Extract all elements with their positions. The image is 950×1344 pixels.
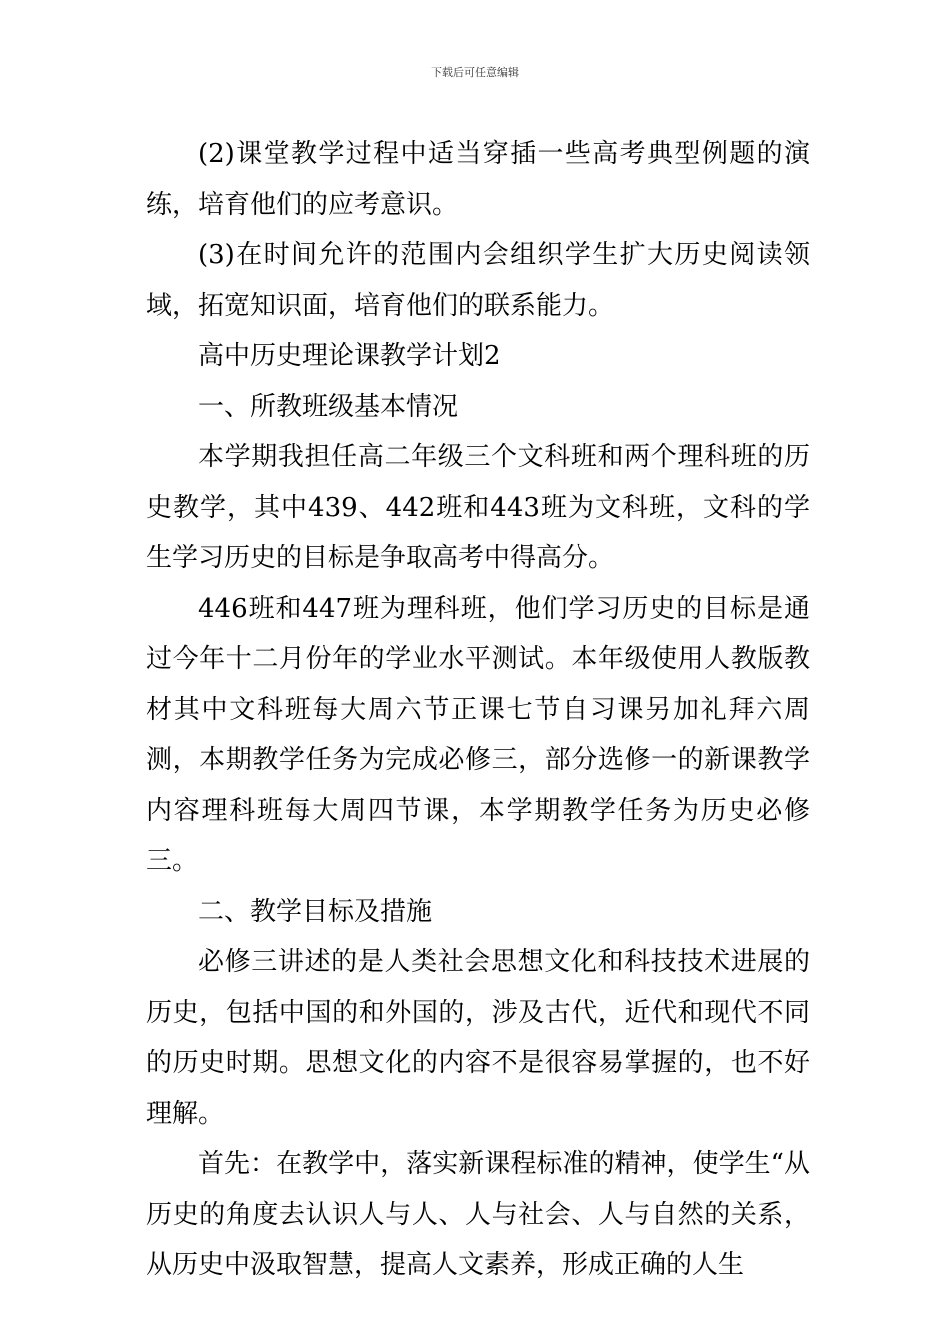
section-heading: 二、教学目标及措施 bbox=[198, 896, 433, 927]
document-body bbox=[146, 129, 810, 1291]
paragraph: (2)课堂教学过程中适当穿插一些高考典型例题的演练，培育他们的应考意识。 bbox=[146, 139, 810, 220]
paragraph: 必修三讲述的是人类社会思想文化和科技技术进展的历史，包括中国的和外国的，涉及古代，近代和现代不同的历史时期。思想文化的内容不是很容易掌握的，也不好理解。 bbox=[146, 947, 810, 1129]
paragraph: 446班和447班为理科班，他们学习历史的目标是通过今年十二月份年的学业水平测试。本年级使用人教版教材其中文科班每大周六节正课七节自习课另加礼拜六周测，本期教学任务为完成必修三，部分选修一的新课教学内容理科班每大周四节课，本学期教学任务为历史必修三。 bbox=[146, 593, 810, 876]
paragraph: 首先：在教学中，落实新课程标准的精神，使学生“从历史的角度去认识人与人、人与社会、人与自然的关系，从历史中汲取智慧，提高人文素养，形成正确的人生 bbox=[146, 1149, 810, 1280]
section-title: 高中历史理论课教学计划2 bbox=[198, 341, 501, 371]
section-heading: 一、所教班级基本情况 bbox=[198, 391, 459, 422]
paragraph: (3)在时间允许的范围内会组织学生扩大历史阅读领域，拓宽知识面，培育他们的联系能力。 bbox=[146, 240, 810, 321]
paragraph: 本学期我担任高二年级三个文科班和两个理科班的历史教学，其中439、442班和443班为文科班，文科的学生学习历史的目标是争取高考中得高分。 bbox=[146, 442, 810, 573]
page-header: 下载后可任意编辑 bbox=[431, 66, 519, 79]
